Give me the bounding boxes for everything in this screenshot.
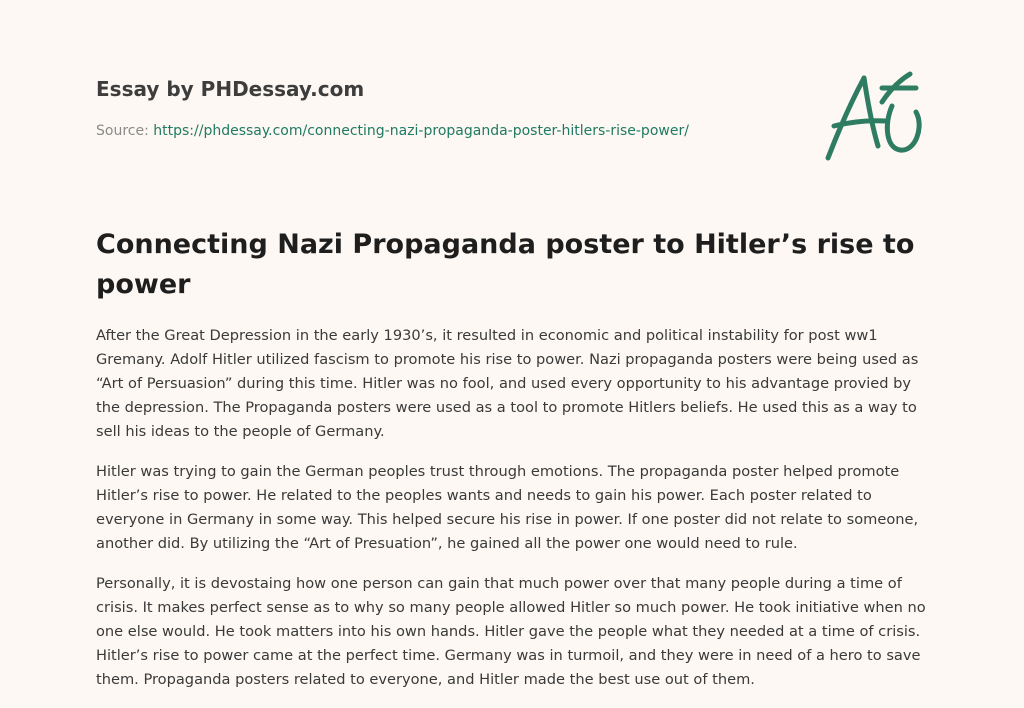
site-title: Essay by PHDessay.com — [96, 77, 365, 101]
a-plus-grade-icon — [820, 66, 930, 166]
source-line — [96, 121, 796, 141]
paragraph: Personally, it is devostaing how one person can gain that much power over that many people during a time of crisis. It makes perfect sense as to why so many people allowed Hitler so much power. He took initiative when no one else would. He took matters into his own hands. Hitler gave the people what they needed at a time of crisis. Hitler’s rise to power came at the perfect time. Germany was in turmoil, and they were in need of a hero to save them. Propaganda posters related to everyone, and Hitler made the best use out of them. — [96, 575, 926, 688]
essay-title: Connecting Nazi Propaganda poster to Hitler’s rise to power — [96, 229, 915, 300]
page-header — [96, 74, 796, 141]
paragraph: After the Great Depression in the early 1930’s, it resulted in economic and political instability for post ww1 Gremany. Adolf Hitler utilized fascism to promote his rise to power. Nazi propaganda posters were being used as “Art of Persuasion” during this time. Hitler was no fool, and used every opportunity to his advantage provied by the depression. The Propaganda posters were used as a tool to promote Hitlers beliefs. He used this as a way to sell his ideas to the people of Germany. — [96, 327, 919, 440]
source-link[interactable]: https://phdessay.com/connecting-nazi-propaganda-poster-hitlers-rise-power/ — [153, 123, 689, 139]
essay-body — [96, 324, 932, 708]
paragraph: Hitler was trying to gain the German peoples trust through emotions. The propaganda poster helped promote Hitler’s rise to power. He related to the peoples wants and needs to gain his power. Each poster related to everyone in Germany in some way. This helped secure his rise in power. If one poster did not relate to someone, another did. By utilizing the “Art of Presuation”, he gained all the power one would need to rule. — [96, 463, 919, 552]
source-label: Source: — [96, 123, 154, 139]
